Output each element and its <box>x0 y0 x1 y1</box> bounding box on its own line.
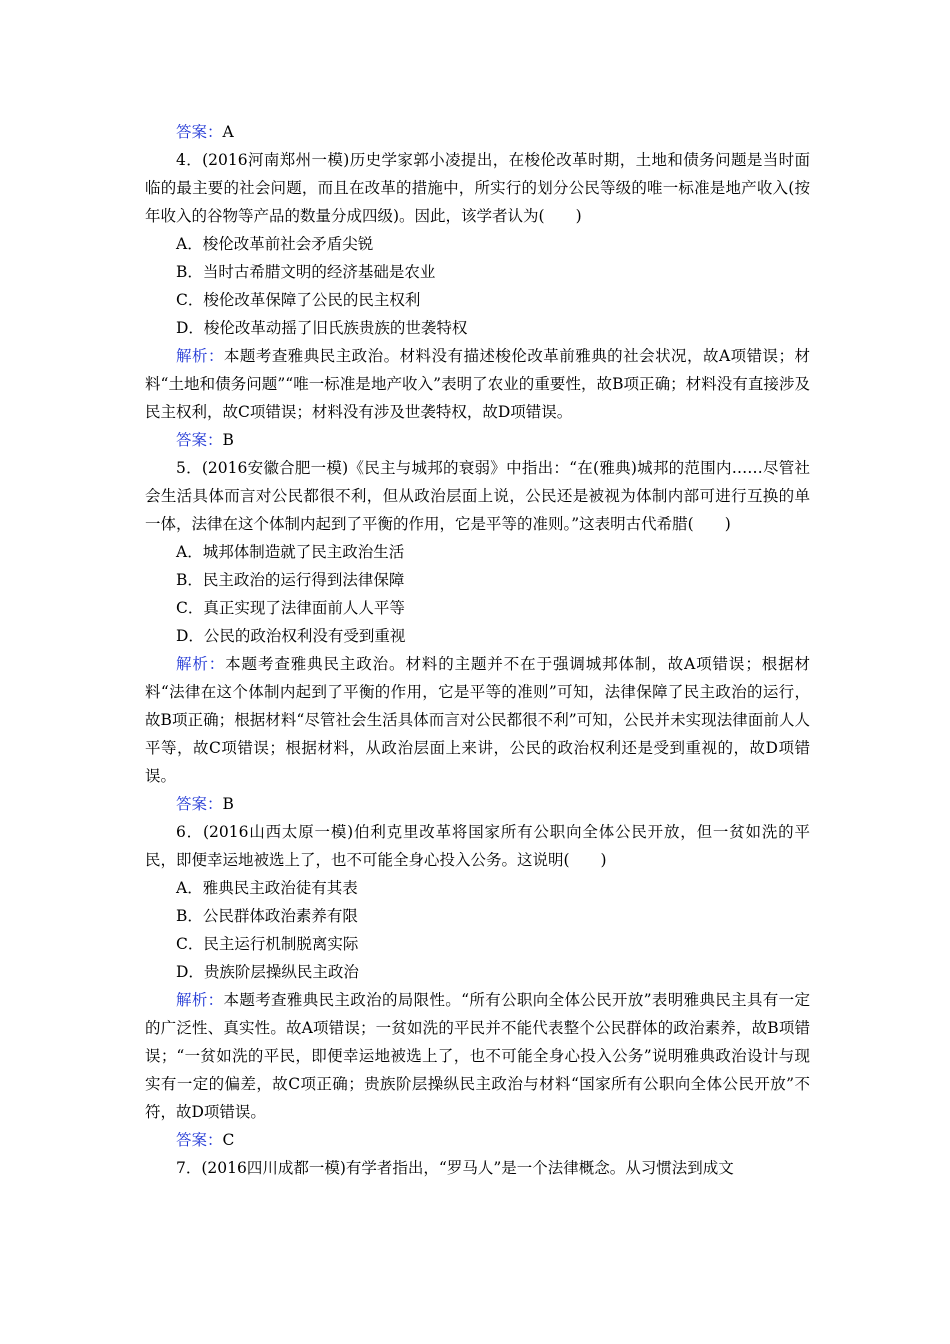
question-5-option-c: C．真正实现了法律面前人人平等 <box>176 599 405 617</box>
document-content <box>145 118 810 1182</box>
answer-value: A <box>222 123 234 141</box>
analysis-label: 解析： <box>176 347 224 365</box>
analysis-label: 解析： <box>176 991 224 1009</box>
analysis-text: 本题考查雅典民主政治。材料没有描述梭伦改革前雅典的社会状况，故A项错误；材料“土地和债务问题”“唯一标准是地产收入”表明了农业的重要性，故B项正确；材料没有直接涉及民主权利，故C项错误；材料没有涉及世袭特权，故D项错误。 <box>145 347 810 421</box>
question-4-stem: 4．(2016河南郑州一模)历史学家郭小凌提出，在梭伦改革时期，土地和债务问题是当时面临的最主要的社会问题，而且在改革的措施中，所实行的划分公民等级的唯一标准是地产收入(按年收入的谷物等产品的数量分成四级)。因此，该学者认为( ) <box>145 151 810 225</box>
question-6-option-c: C．民主运行机制脱离实际 <box>176 935 359 953</box>
question-6-option-b: B．公民群体政治素养有限 <box>176 907 358 925</box>
question-5-option-b: B．民主政治的运行得到法律保障 <box>176 571 405 589</box>
answer-line <box>145 1126 810 1154</box>
answer-label: 答案： <box>176 431 223 449</box>
question-4-option-b: B．当时古希腊文明的经济基础是农业 <box>176 263 436 281</box>
answer-label: 答案： <box>176 1131 223 1149</box>
answer-label: 答案： <box>176 795 223 813</box>
answer-line <box>145 790 810 818</box>
answer-value: B <box>222 431 234 449</box>
question-4-option-d: D．梭伦改革动摇了旧氏族贵族的世袭特权 <box>176 319 468 337</box>
question-6-analysis <box>145 986 810 1126</box>
question-6-stem: 6．(2016山西太原一模)伯利克里改革将国家所有公职向全体公民开放，但一贫如洗的平民，即便幸运地被选上了，也不可能全身心投入公务。这说明( ) <box>145 823 810 869</box>
question-7-stem: 7．(2016四川成都一模)有学者指出，“罗马人”是一个法律概念。从习惯法到成文 <box>176 1159 734 1177</box>
question-5-option-d: D．公民的政治权利没有受到重视 <box>176 627 406 645</box>
question-5-stem: 5．(2016安徽合肥一模)《民主与城邦的衰弱》中指出：“在(雅典)城邦的范围内……尽管社会生活具体而言对公民都很不利，但从政治层面上说，公民还是被视为体制内部可进行互换的单一体，法律在这个体制内起到了平衡的作用，它是平等的准则。”这表明古代希腊( ) <box>145 459 810 533</box>
answer-line <box>145 118 810 146</box>
answer-line <box>145 426 810 454</box>
question-5-option-a: A．城邦体制造就了民主政治生活 <box>176 543 405 561</box>
question-4-option-a: A．梭伦改革前社会矛盾尖锐 <box>176 235 374 253</box>
answer-label: 答案： <box>176 123 223 141</box>
question-6-option-d: D．贵族阶层操纵民主政治 <box>176 963 359 981</box>
question-5-analysis <box>145 650 810 790</box>
question-4-analysis <box>145 342 810 426</box>
answer-value: C <box>222 1131 235 1149</box>
analysis-label: 解析： <box>176 655 226 673</box>
analysis-text: 本题考查雅典民主政治。材料的主题并不在于强调城邦体制，故A项错误；根据材料“法律在这个体制内起到了平衡的作用，它是平等的准则”可知，法律保障了民主政治的运行，故B项正确；根据材料“尽管社会生活具体而言对公民都很不利”可知，公民并未实现法律面前人人平等，故C项错误；根据材料，从政治层面上来讲，公民的政治权利还是受到重视的，故D项错误。 <box>145 655 810 785</box>
question-6-option-a: A．雅典民主政治徒有其表 <box>176 879 358 897</box>
question-4-option-c: C．梭伦改革保障了公民的民主权利 <box>176 291 421 309</box>
analysis-text: 本题考查雅典民主政治的局限性。“所有公职向全体公民开放”表明雅典民主具有一定的广泛性、真实性。故A项错误；一贫如洗的平民并不能代表整个公民群体的政治素养，故B项错误；“一贫如洗的平民，即便幸运地被选上了，也不可能全身心投入公务”说明雅典政治设计与现实有一定的偏差，故C项正确；贵族阶层操纵民主政治与材料“国家所有公职向全体公民开放”不符，故D项错误。 <box>145 991 810 1121</box>
answer-value: B <box>222 795 234 813</box>
